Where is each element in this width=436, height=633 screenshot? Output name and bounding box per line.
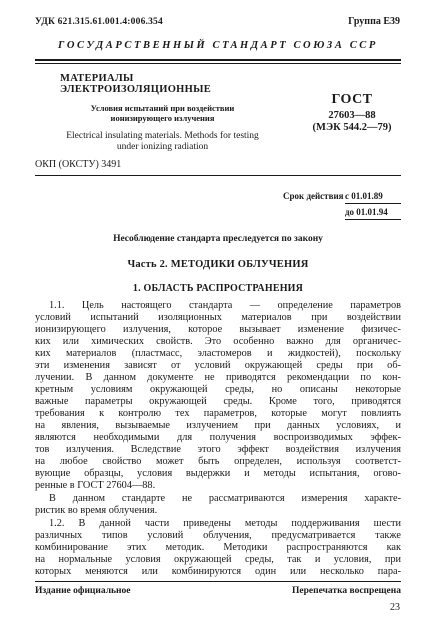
section-title: 1. ОБЛАСТЬ РАСПРОСТРАНЕНИЯ: [132, 283, 304, 294]
validity-underline-from: [345, 203, 401, 204]
validity-label: Срок действия: [283, 191, 344, 201]
body-line: ионизирующего излучения, которое вызывает изменение физичес-: [35, 324, 401, 335]
footer-edition: Издание официальное: [35, 586, 131, 596]
body-line: ких материалов (пластмасс, эластомеров и жидкостей), поскольку: [35, 348, 401, 359]
body-line: ристик во время облучения.: [35, 505, 158, 516]
document-title: МАТЕРИАЛЫ ЭЛЕКТРОИЗОЛЯЦИОННЫЕ: [60, 73, 212, 95]
body-line: ренные в ГОСТ 27604—88.: [35, 480, 156, 491]
body-line: тов излучения. Вследствие этого эффект воздействия излучения: [35, 444, 401, 455]
gost-number: 27603—88: [328, 110, 376, 121]
page-number: 23: [390, 602, 400, 613]
iec-number: (МЭК 544.2—79): [312, 122, 392, 133]
body-line: являются необходимыми для получения воспроизводимых эффек-: [35, 432, 401, 443]
body-line: 1.1. Цель настоящего стандарта — определение параметров: [49, 300, 401, 311]
legal-notice: Несоблюдение стандарта преследуется по закону: [113, 234, 323, 244]
body-line: условий испытаний изоляционных материалов при воздействии: [35, 312, 401, 323]
part-title: Часть 2. МЕТОДИКИ ОБЛУЧЕНИЯ: [127, 259, 309, 270]
body-line: на любое свойство может быть определен, используя соответст-: [35, 456, 401, 467]
body-line: ких или химических свойств. Это особенно важно для органичес-: [35, 336, 401, 347]
body-line: на явления, вызываемые излучением при данных условиях, и: [35, 420, 401, 431]
body-line: которых меняются или комбинируются один или несколько пара-: [35, 566, 401, 577]
group-code: Группа Е39: [348, 16, 400, 27]
body-line: кретным условиям окружающей среды, но описаны некоторые: [35, 384, 401, 395]
gost-designation: [302, 92, 402, 133]
body-line: эти изменения зависят от условий окружающей среды при об-: [35, 360, 401, 371]
body-line: 1.2. В данной части приведены методы поддерживания шести: [49, 518, 401, 529]
body-line: вующие образцы, условия выдержки и методы испытания, огово-: [35, 468, 401, 479]
body-line: требования к контролю тех параметров, которые могут повлиять: [35, 408, 401, 419]
body-line: В данном стандарте не рассматриваются измерения характе-: [49, 493, 401, 504]
header-rule-thin: [35, 63, 401, 64]
standard-banner: ГОСУДАРСТВЕННЫЙ СТАНДАРТ СОЮЗА ССР: [58, 40, 378, 51]
body-line: на нормальные условия окружающей среды, так и условия, при: [35, 554, 401, 565]
validity-underline-to: [345, 219, 401, 220]
footer-rule: [35, 581, 401, 582]
udk-code: УДК 621.315.61.001.4:006.354: [35, 17, 163, 27]
validity-to: до 01.01.94: [345, 207, 388, 217]
body-line: различных типов условий облучения, предусматривается также: [35, 530, 401, 541]
gost-label: ГОСТ: [331, 92, 373, 107]
body-line: лучении. В данном документе не приводятся рекомендации по кон-: [35, 372, 401, 383]
body-line: комбинирование этих методик. Методики распространяются как: [35, 542, 401, 553]
document-subtitle: Условия испытаний при воздействии ионизирующего излучения: [90, 103, 235, 123]
validity-from: с 01.01.89: [345, 191, 383, 201]
okp-code: ОКП (ОКСТУ) 3491: [35, 159, 122, 170]
footer-reprint-notice: Перепечатка воспрещена: [291, 586, 401, 596]
title-block: [60, 73, 265, 152]
english-title: Electrical insulating materials. Methods for testing under ionizing radiation: [66, 131, 259, 152]
section-divider: [35, 175, 401, 176]
body-line: важные параметры окружающей среды. Кроме того, приводятся: [35, 396, 401, 407]
header-rule-thick: [35, 59, 401, 61]
